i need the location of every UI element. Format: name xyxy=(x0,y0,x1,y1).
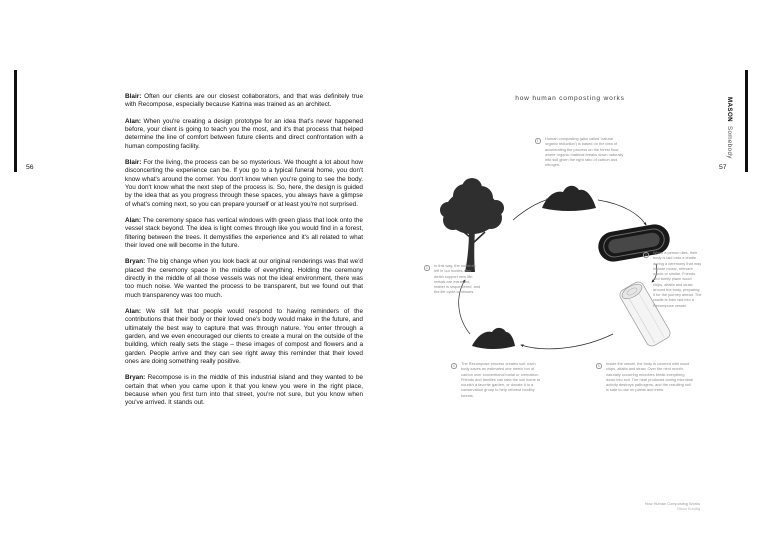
footer-credit xyxy=(580,501,700,512)
interview-paragraph xyxy=(125,308,363,366)
annotation-number-5: 5 xyxy=(597,364,600,368)
paragraph-text: For the living, the process can be so mysterious. We thought a lot about how disconcerting the experience can be. If you go to a typical funeral home, you don't know what's around the corner. You don't know when you're going to see the body. You don't know what the next step of the process is. So, here, the design is guided by the idea that as you progress through these spaces, you always have a glimpse of what's coming next, so you can prepare yourself or at least you're not surprised. xyxy=(125,158,363,208)
soil-pile-icon xyxy=(472,328,515,349)
paragraph-text: The big change when you look back at our original renderings was that we'd placed the ceremony space in the middle of everything. Holding the ceremony directly in the middle of all those vessels was not the ideal environment, there was too much noise. We wanted the process to be transparent, but we found out that much transparency was too much. xyxy=(125,258,363,299)
paragraph-text: Recompose is in the middle of this industrial island and they wanted to be certain that when you came upon it that you knew you were in the right place, because when you first turn into that street, you're not sure, but you know when you've arrived. It stands out. xyxy=(125,374,363,407)
masthead-subtitle: Somebody xyxy=(726,126,733,159)
annotation-text-5: Inside the vessel, the body is covered with wood chips, alfalfa and straw. Over the next month, naturally occurring microbes break everything down into soil. The heat produced during microbial activity destroys pathogens, and the resulting soil is safe to use on plants and trees. xyxy=(606,361,693,393)
annotation-text-2: In this way, the nutrients left in our bodies after death support new life: metals are extracted, matter is sequestered, and the life cycle continues. xyxy=(434,263,481,295)
interview-paragraph xyxy=(125,217,363,250)
speaker-name: Blair: xyxy=(125,158,142,166)
speaker-name: Bryan: xyxy=(125,374,146,382)
tree-icon xyxy=(440,178,504,272)
paragraph-text: We still felt that people would respond to having reminders of the contributions that their body or their loved one's body would make in the future, and ultimately the best way to capture that was through nature. You enter through a garden, and we even encouraged our clients to create a mural on the outside of the building, which really sets the stage – these images of compost and flowers and a garden. People arrive and they can see right away this reminder that their loved ones are doing something really positive. xyxy=(125,307,364,365)
annotation-number-1: 1 xyxy=(536,139,539,143)
interview-paragraph xyxy=(125,258,363,300)
paragraph-text: When you're creating a design prototype for an idea that's never happened before, your client is going to teach you the most, and it's that process that helped determine the line of comfort between future clients and direct confrontation with a human composting facility. xyxy=(125,117,364,150)
compost-pile-top-icon xyxy=(542,186,596,211)
page-number-right: 57 xyxy=(719,164,727,171)
interview-paragraph xyxy=(125,93,363,110)
masthead-title: MASON xyxy=(726,97,733,123)
diagram-title: how human composting works xyxy=(515,95,625,102)
paragraph-text: The ceremony space has vertical windows with green glass that look onto the vessel stack beyond. The idea is light comes through like you would find in a forest, filtering between the trees. It demystifies the experience and it's all related to what their loved one will become in the future. xyxy=(125,216,363,249)
left-crop-mark xyxy=(14,70,17,172)
interview-paragraph xyxy=(125,374,363,407)
annotation-number-4: 4 xyxy=(452,364,455,368)
annotation-number-3: 3 xyxy=(644,253,647,257)
speaker-name: Alan: xyxy=(125,216,141,224)
right-crop-mark xyxy=(745,70,748,172)
interview-column xyxy=(125,93,363,416)
annotation-text-1: Human composting (also called 'natural organic reduction') is based on the idea of accelerating the process on the forest floor, where organic material breaks down naturally into soil given the right ratio of carbon and nitrogen. xyxy=(545,136,624,168)
speaker-name: Blair: xyxy=(125,93,142,100)
interview-paragraph xyxy=(125,159,363,209)
page-number-left: 56 xyxy=(26,164,34,171)
interview-paragraph xyxy=(125,118,363,151)
annotation-text-4: The Recompose process creates soil: each body saves an estimated one metric ton of carbon over conventional burial or cremation. Friends and families can take the soil home to nourish a favorite garden, or donate it to a conservation group to help reforest healthy forests. xyxy=(461,361,541,398)
annotation-text-3: When a person dies, their body is laid onto a cradle during a ceremony that may include music, relevant words or similar. Friends and family place wood chips, alfalfa and straw around the body, preparing it for the journey ahead. The cradle is then laid into a Recompose vessel. xyxy=(653,250,702,308)
annotation-number-2: 2 xyxy=(425,266,428,270)
masthead xyxy=(726,97,733,177)
speaker-name: Alan: xyxy=(125,117,141,125)
footer-article-title: How Human Composting Works xyxy=(644,501,700,506)
footer-studio-name: Olson Kundig xyxy=(676,506,700,512)
speaker-name: Bryan: xyxy=(125,258,146,266)
speaker-name: Alan: xyxy=(125,307,141,315)
paragraph-text: Often our clients are our closest collaborators, and that was definitely true with Recompose, especially because Katrina was trained as an architect. xyxy=(125,93,363,109)
